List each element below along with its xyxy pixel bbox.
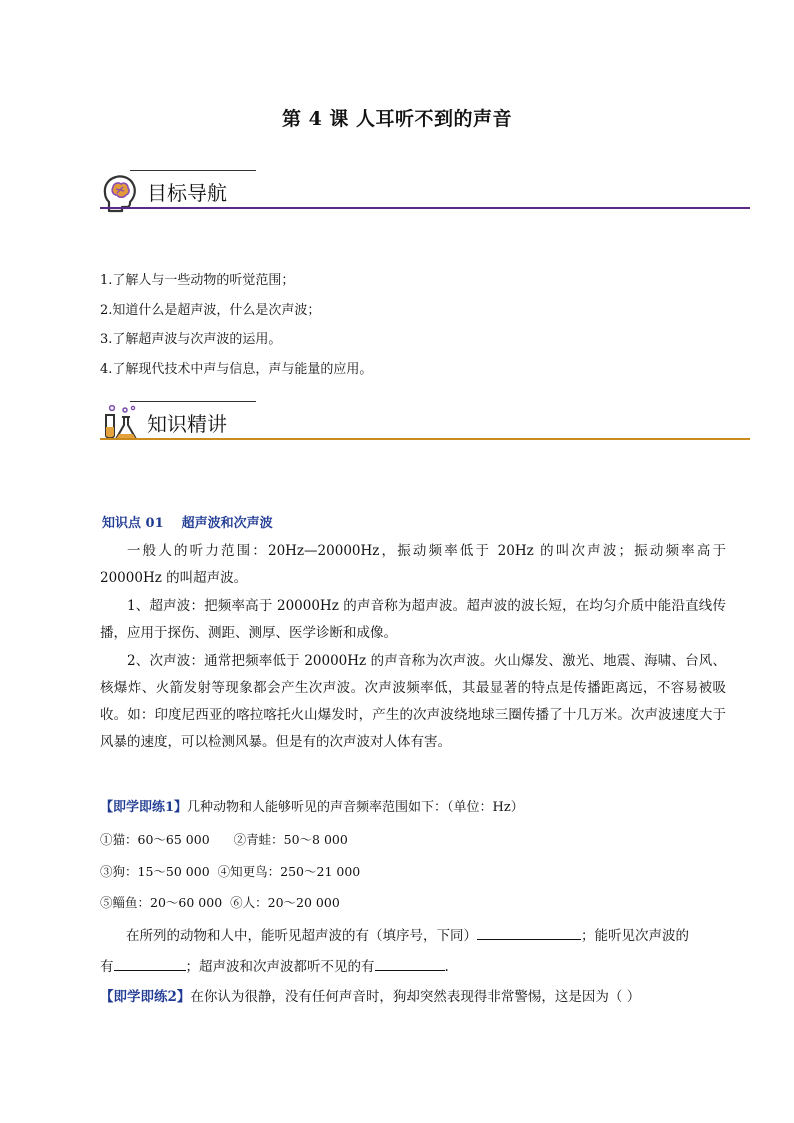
goals-list xyxy=(100,266,372,384)
section-underline xyxy=(100,207,750,209)
section-header-knowledge xyxy=(100,401,750,451)
list-item: 1.了解人与一些动物的听觉范围； xyxy=(100,273,295,288)
fill-text: ；能听见次声波的 xyxy=(581,928,689,944)
answer-blank-neither[interactable] xyxy=(375,956,445,971)
option-fish: ⑤鲻鱼：20～60 000 xyxy=(100,895,223,910)
page-title: 第 4 课 人耳听不到的声音 xyxy=(281,108,513,130)
paragraph-ultrasound: 1、超声波：把频率高于 20000Hz 的声音称为超声波。超声波的波长短，在均匀介质中能沿直线传播，应用于探伤、测距、测厚、医学诊断和成像。 xyxy=(100,598,726,641)
knowledge-point-title xyxy=(102,512,273,531)
exercise-text: 在你认为很静，没有任何声音时，狗却突然表现得非常警惕，这是因为（ ） xyxy=(190,989,641,1005)
option-cat: ①猫：60～65 000 xyxy=(100,832,210,847)
section-underline xyxy=(100,438,750,440)
knowledge-point-number: 知识点 01 xyxy=(102,516,164,531)
fill-text: 在所列的动物和人中，能听见超声波的有（填序号，下同） xyxy=(126,928,477,944)
exercise-tag: 【即学即练1】 xyxy=(100,800,188,815)
option-dog: ③狗：15～50 000 xyxy=(100,864,210,879)
section-title: 知识精讲 xyxy=(147,412,227,436)
exercise-2-question xyxy=(100,987,640,1007)
section-top-rule xyxy=(130,170,256,171)
section-top-rule xyxy=(130,401,256,402)
answer-blank-ultrasound[interactable] xyxy=(477,925,581,940)
list-item: 3.了解超声波与次声波的运用。 xyxy=(100,332,282,347)
fill-text: 有 xyxy=(100,959,114,975)
option-row xyxy=(100,893,340,911)
option-human: ⑥人：20～20 000 xyxy=(230,895,340,910)
fill-blank-line-2 xyxy=(100,956,449,977)
fill-text: ；超声波和次声波都听不见的有 xyxy=(185,959,375,975)
option-row xyxy=(100,862,360,880)
fill-blank-line-1 xyxy=(126,925,689,946)
paragraph-infrasound: 2、次声波：通常把频率低于 20000Hz 的声音称为次声波。火山爆发、激光、地震、海啸、台风、核爆炸、火箭发射等现象都会产生次声波。次声波频率低，其最显著的特点是传播距离远，不容易被吸收。如：印度尼西亚的喀拉喀托火山爆发时，产生的次声波绕地球三圈传播了十几万米。次声波速度大于风暴的速度，可以检测风暴。但是有的次声波对人体有害。 xyxy=(100,653,726,750)
option-robin: ④知更鸟：250～21 000 xyxy=(217,864,361,879)
option-row xyxy=(100,830,348,848)
answer-blank-infrasound[interactable] xyxy=(114,956,186,971)
list-item: 2.知道什么是超声波，什么是次声波； xyxy=(100,302,321,318)
section-header-goals xyxy=(100,170,750,220)
knowledge-point-name: 超声波和次声波 xyxy=(181,516,273,531)
exercise-text: 几种动物和人能够听见的声音频率范围如下：（单位：Hz） xyxy=(187,800,524,815)
option-frog: ②青蛙：50～8 000 xyxy=(233,832,348,847)
section-title: 目标导航 xyxy=(147,181,227,205)
exercise-tag: 【即学即练2】 xyxy=(100,989,191,1005)
list-item: 4.了解现代技术中声与信息，声与能量的应用。 xyxy=(100,361,373,377)
fill-text: . xyxy=(444,959,449,975)
paragraph-hearing-range: 一般人的听力范围：20Hz—20000Hz，振动频率低于 20Hz 的叫次声波；振动频率高于 20000Hz 的叫超声波。 xyxy=(100,543,726,586)
exercise-1-question xyxy=(100,798,524,818)
